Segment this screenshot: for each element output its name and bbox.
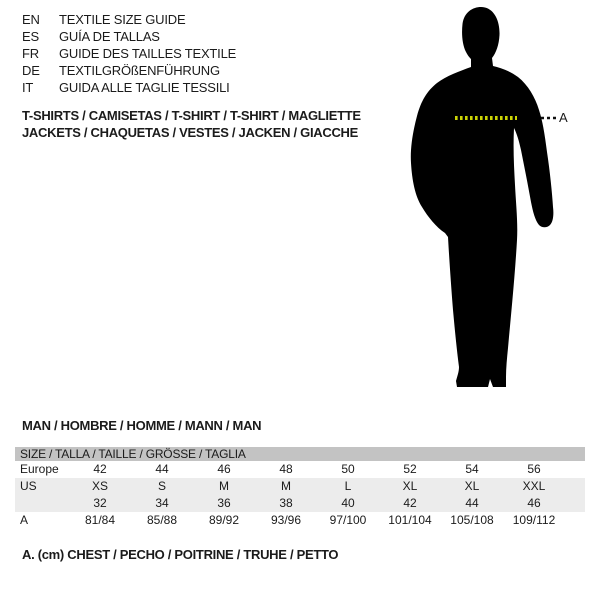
size-table: [15, 447, 585, 529]
size-table-container: [15, 447, 585, 529]
size-cell: M: [255, 478, 317, 495]
measurement-a-label: A: [559, 110, 568, 125]
spacer-cell: [565, 512, 585, 529]
garment-categories: [22, 107, 361, 141]
size-cell: 36: [193, 495, 255, 512]
lang-code: DE: [22, 63, 40, 78]
size-cell: 56: [503, 461, 565, 478]
size-table-header-row: [15, 447, 585, 461]
size-cell: S: [131, 478, 193, 495]
size-cell: 50: [317, 461, 379, 478]
size-cell: 42: [379, 495, 441, 512]
lang-label: GUÍA DE TALLAS: [59, 29, 160, 44]
size-cell: 97/100: [317, 512, 379, 529]
size-cell: 101/104: [379, 512, 441, 529]
size-table-row-us: [15, 478, 585, 495]
lang-row-es: [22, 28, 236, 45]
garment-line-jackets: JACKETS / CHAQUETAS / VESTES / JACKEN / GIACCHE: [22, 125, 358, 140]
size-cell: XL: [379, 478, 441, 495]
lang-label: GUIDE DES TAILLES TEXTILE: [59, 46, 237, 61]
lang-label: TEXTILE SIZE GUIDE: [59, 12, 186, 27]
lang-row-fr: [22, 45, 236, 62]
size-table-row-chest: [15, 512, 585, 529]
size-cell: 93/96: [255, 512, 317, 529]
lang-code: ES: [22, 29, 39, 44]
size-cell: 34: [131, 495, 193, 512]
lang-row-de: [22, 62, 236, 79]
section-title-man: MAN / HOMBRE / HOMME / MANN / MAN: [22, 418, 262, 433]
size-cell: 105/108: [441, 512, 503, 529]
size-cell: 81/84: [69, 512, 131, 529]
garment-line-tshirts: T-SHIRTS / CAMISETAS / T-SHIRT / T-SHIRT / MAGLIETTE: [22, 108, 361, 123]
size-cell: 46: [503, 495, 565, 512]
size-cell: 46: [193, 461, 255, 478]
size-cell: L: [317, 478, 379, 495]
size-cell: 44: [131, 461, 193, 478]
size-cell: 52: [379, 461, 441, 478]
lang-row-it: [22, 79, 236, 96]
size-cell: 109/112: [503, 512, 565, 529]
size-table-row-numeric: [15, 495, 585, 512]
row-label: A: [15, 512, 69, 529]
size-cell: 38: [255, 495, 317, 512]
size-table-header: SIZE / TALLA / TAILLE / GRÖSSE / TAGLIA: [15, 447, 585, 461]
row-label: US: [15, 478, 69, 495]
size-cell: 85/88: [131, 512, 193, 529]
size-cell: 40: [317, 495, 379, 512]
size-cell: 42: [69, 461, 131, 478]
lang-label: GUIDA ALLE TAGLIE TESSILI: [59, 80, 230, 95]
size-cell: 48: [255, 461, 317, 478]
language-legend: [22, 11, 236, 96]
man-figure: [400, 0, 600, 400]
row-label: Europe: [15, 461, 69, 478]
man-silhouette-body: [411, 7, 554, 387]
row-label: [15, 495, 69, 512]
lang-code: IT: [22, 80, 34, 95]
size-cell: XL: [441, 478, 503, 495]
size-cell: XS: [69, 478, 131, 495]
size-cell: 32: [69, 495, 131, 512]
measurement-footnote: A. (cm) CHEST / PECHO / POITRINE / TRUHE / PETTO: [22, 547, 339, 562]
spacer-cell: [565, 495, 585, 512]
spacer-cell: [565, 478, 585, 495]
lang-code: EN: [22, 12, 40, 27]
spacer-cell: [565, 461, 585, 478]
size-cell: 89/92: [193, 512, 255, 529]
size-table-row-europe: [15, 461, 585, 478]
lang-code: FR: [22, 46, 39, 61]
lang-label: TEXTILGRÖßENFÜHRUNG: [59, 63, 220, 78]
size-cell: XXL: [503, 478, 565, 495]
size-cell: 44: [441, 495, 503, 512]
size-cell: 54: [441, 461, 503, 478]
man-silhouette: [400, 0, 600, 400]
size-cell: M: [193, 478, 255, 495]
lang-row-en: [22, 11, 236, 28]
